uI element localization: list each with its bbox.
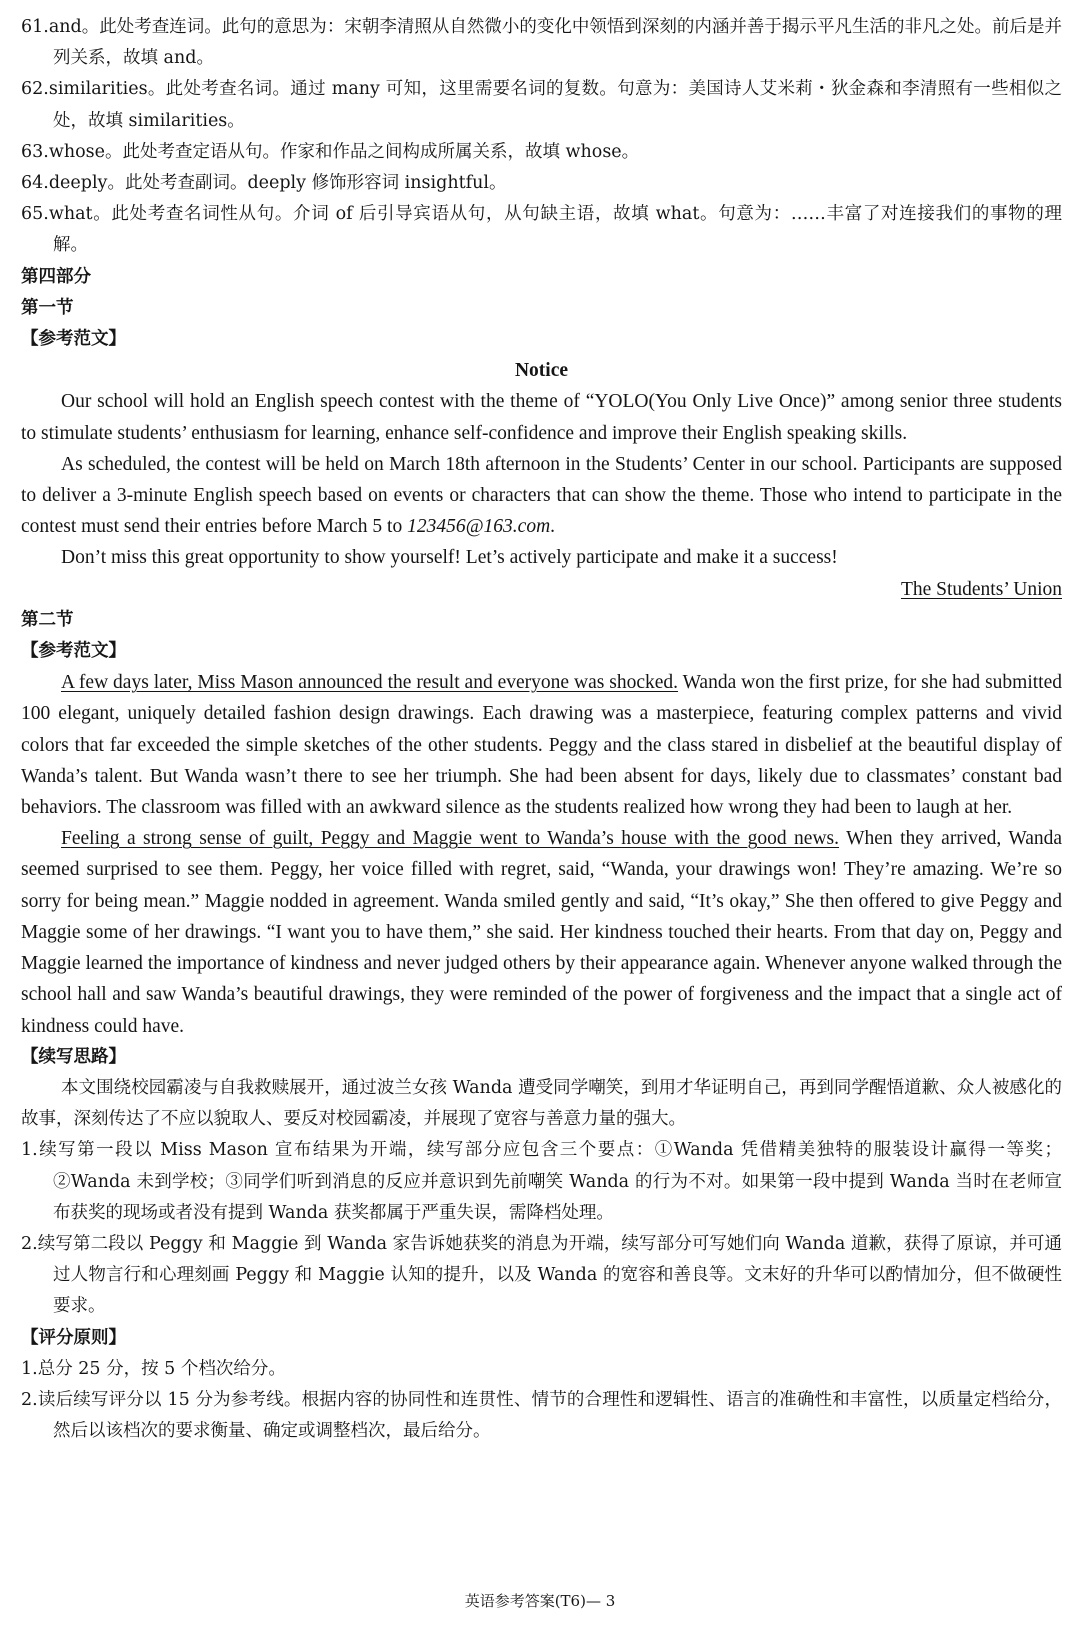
answer-62: 62.similarities。此处考查名词。通过 many 可知，这里需要名词的复数。句意为：美国诗人艾米莉・狄金森和李清照有一些相似之处，故填 similarities。	[21, 79, 1062, 131]
scoring-item: 1.总分 25 分，按 5 个档次给分。	[21, 1358, 286, 1379]
answer-61: 61.and。此处考查连词。此句的意思为：宋朝李清照从自然微小的变化中领悟到深刻的内涵并善于揭示平凡生活的非凡之处。前后是并列关系，故填 and。	[21, 17, 1062, 69]
section1-sample-label: 【参考范文】	[21, 329, 126, 350]
continuation-paragraph-2: Feeling a strong sense of guilt, Peggy and Maggie went to Wanda’s house with the good news. When they arrived, Wanda seemed surprised to see them. Peggy, her voice filled with regret, said, “Wanda, your drawings won! They’re amazing. We’re so sorry for being mean.” Maggie nodded in agreement. Wanda smiled gently and said, “It’s okay,” She then offered to give Peggy and Maggie some of her drawings. “I want you to have them,” she said. Her kindness touched their hearts. From that day on, Peggy and Maggie learned the importance of kindness and never judged others by their appearance again. Whenever anyone walked through the school hall and saw Wanda’s beautiful drawings, they were reminded of the power of forgiveness and the impact that a single act of kindness could have.	[21, 828, 1063, 1037]
paragraph-opening: A few days later, Miss Mason announced the result and everyone was shocked.	[61, 672, 679, 694]
page-footer: 英语参考答案(T6)— 3	[464, 1592, 616, 1610]
notice-paragraph: Our school will hold an English speech contest with the theme of “YOLO(You Only Live Once)” among senior three students to stimulate students’ enthusiasm for learning, enhance self-confidence and improve their English speaking skills.	[21, 391, 1062, 444]
part4-heading: 第四部分	[21, 266, 91, 287]
approach-item: 1.续写第一段以 Miss Mason 宣布结果为开端，续写部分应包含三个要点：①Wanda 凭借精美独特的服装设计赢得一等奖；②Wanda 未到学校；③同学们听到消息的反应并意识到先前嘲笑 Wanda 的行为不对。如果第一段中提到 Wanda 当时在老师宣布获奖的现场或者没有提到 Wanda 获奖都属于严重失误，需降档处理。	[21, 1140, 1062, 1223]
notice-title: Notice	[514, 360, 569, 382]
notice-paragraph: As scheduled, the contest will be held on March 18th afternoon in the Students’ Center in our school. Participants are supposed to deliver a 3-minute English speech based on events or characters that can show the theme. Those who intend to participate in the contest must send their entries before March 5 to 123456@163.com.	[21, 453, 1062, 538]
answer-63: 63.whose。此处考查定语从句。作家和作品之间构成所属关系，故填 whose。	[21, 141, 640, 162]
part3-answers	[21, 12, 1062, 262]
section2-heading: 第二节	[21, 609, 74, 630]
answer-page	[21, 12, 1062, 1447]
notice-signature: The Students’ Union	[900, 578, 1062, 600]
contact-email: 123456@163.com	[407, 516, 551, 538]
notice-paragraph: Don’t miss this great opportunity to show yourself! Let’s actively participate and make it a success!	[61, 547, 838, 569]
section1-heading: 第一节	[21, 297, 74, 318]
scoring-item: 2.读后续写评分以 15 分为参考线。根据内容的协同性和连贯性、情节的合理性和逻辑性、语言的准确性和丰富性，以质量定档给分，然后以该档次的要求衡量、确定或调整档次，最后给分。	[21, 1389, 1062, 1442]
section2-sample-label: 【参考范文】	[21, 641, 126, 662]
answer-65: 65.what。此处考查名词性从句。介词 of 后引导宾语从句，从句缺主语，故填 what。句意为：……丰富了对连接我们的事物的理解。	[21, 204, 1062, 256]
approach-label: 【续写思路】	[21, 1046, 126, 1067]
scoring-label: 【评分原则】	[21, 1327, 126, 1348]
paragraph-opening: Feeling a strong sense of guilt, Peggy and Maggie went to Wanda’s house with the good news.	[61, 828, 840, 850]
answer-64: 64.deeply。此处考查副词。deeply 修饰形容词 insightful。	[21, 173, 507, 194]
continuation-paragraph-1: A few days later, Miss Mason announced the result and everyone was shocked. Wanda won the first prize, for she had submitted 100 elegant, uniquely detailed fashion design drawings. Each drawing was a masterpiece, featuring complex patterns and vivid colors that far exceeded the simple sketches of the other students. Peggy and the class stared in disbelief at the beautiful display of Wanda’s talent. But Wanda wasn’t there to see her triumph. She had been absent for days, likely due to classmates’ constant bad behaviors. The classroom was filled with an awkward silence as the students realized how wrong they had been to laugh at her.	[21, 672, 1062, 819]
approach-item: 2.续写第二段以 Peggy 和 Maggie 到 Wanda 家告诉她获奖的消息为开端，续写部分可写她们向 Wanda 道歉，获得了原谅，并可通过人物言行和心理刻画 Peggy 和 Maggie 认知的提升，以及 Wanda 的宽容和善良等。文末好的升华可以酌情加分，但不做硬性要求。	[21, 1233, 1062, 1317]
approach-intro: 本文围绕校园霸凌与自我救赎展开，通过波兰女孩 Wanda 遭受同学嘲笑，到用才华证明自己，再到同学醒悟道歉、众人被感化的故事，深刻传达了不应以貌取人、要反对校园霸凌，并展现了宽容与善意力量的强大。	[21, 1077, 1062, 1130]
